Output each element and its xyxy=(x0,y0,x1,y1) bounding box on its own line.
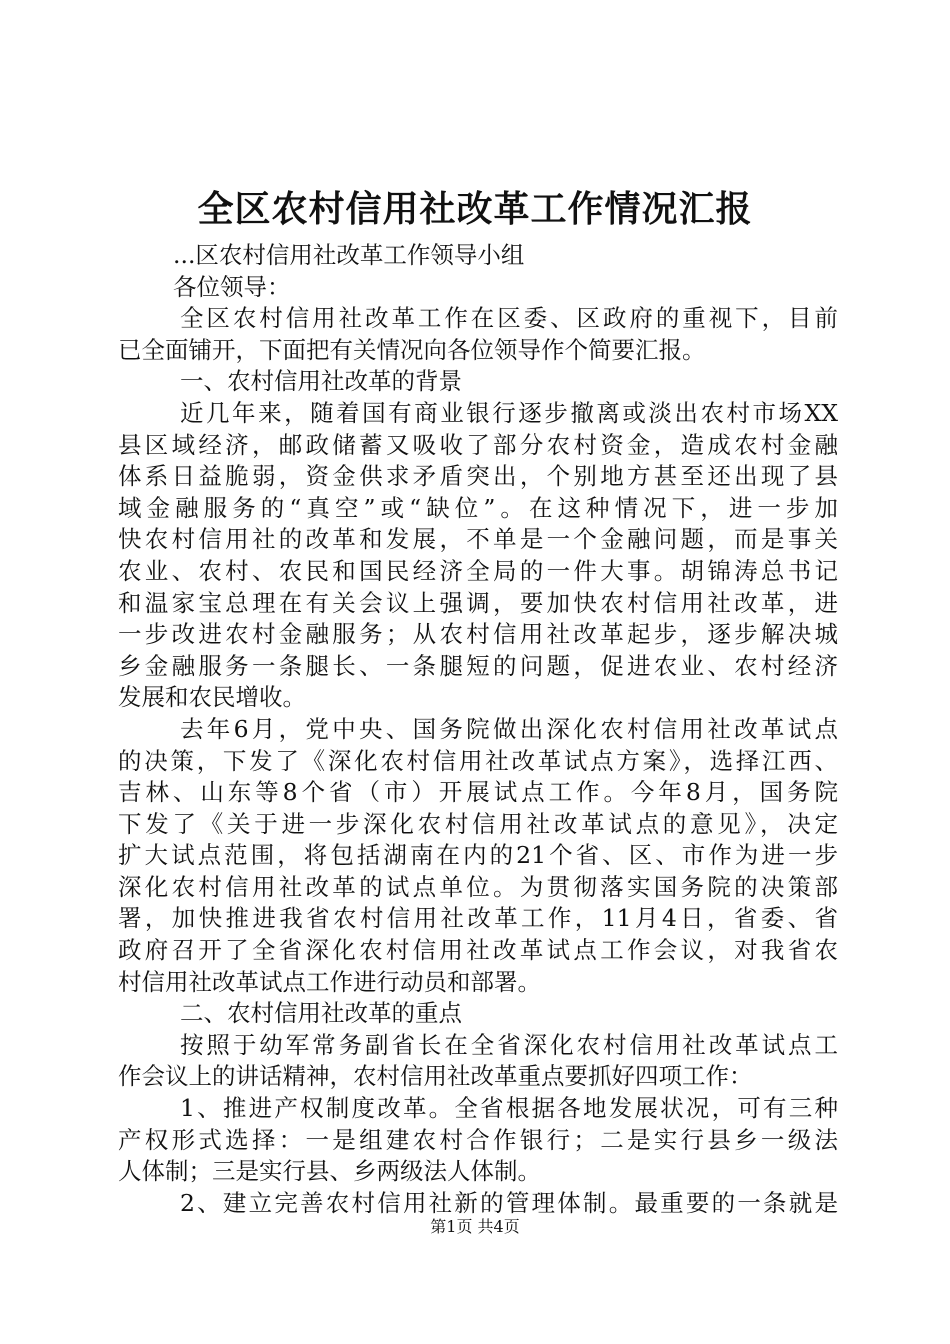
body-line: 1、推进产权制度改革。全省根据各地发展状况，可有三种 xyxy=(180,1094,838,1123)
body-line: 和温家宝总理在有关会议上强调，要加快农村信用社改革，进 xyxy=(118,588,838,617)
body-line: 各位领导： xyxy=(173,272,291,301)
body-line: 二、农村信用社改革的重点 xyxy=(180,999,462,1028)
body-line: 署，加快推进我省农村信用社改革工作，11月4日，省委、省 xyxy=(118,904,838,933)
body-line: 产权形式选择：一是组建农村合作银行；二是实行县乡一级法 xyxy=(118,1125,838,1154)
document-body xyxy=(118,240,838,1219)
body-line: 已全面铺开，下面把有关情况向各位领导作个简要汇报。 xyxy=(118,335,706,364)
body-line: 深化农村信用社改革的试点单位。为贯彻落实国务院的决策部 xyxy=(118,872,838,901)
page-number-footer: 第1页 共4页 xyxy=(430,1217,520,1236)
body-line: 按照于幼军常务副省长在全省深化农村信用社改革试点工 xyxy=(180,1030,838,1059)
body-line: 政府召开了全省深化农村信用社改革试点工作会议，对我省农 xyxy=(118,936,838,965)
body-line: 体系日益脆弱，资金供求矛盾突出，个别地方甚至还出现了县 xyxy=(118,462,838,491)
body-line: 扩大试点范围，将包括湖南在内的21个省、区、市作为进一步 xyxy=(118,841,838,870)
body-line: 去年6月，党中央、国务院做出深化农村信用社改革试点 xyxy=(180,714,838,743)
body-line: 全区农村信用社改革工作在区委、区政府的重视下，目前 xyxy=(180,304,838,333)
body-line: 吉林、山东等8个省（市）开展试点工作。今年8月，国务院 xyxy=(118,778,838,807)
body-line: 近几年来，随着国有商业银行逐步撤离或淡出农村市场XX xyxy=(180,398,838,427)
body-line: 乡金融服务一条腿长、一条腿短的问题，促进农业、农村经济 xyxy=(118,651,838,680)
body-line: 快农村信用社的改革和发展，不单是一个金融问题，而是事关 xyxy=(118,525,838,554)
body-line: 作会议上的讲话精神，农村信用社改革重点要抓好四项工作： xyxy=(118,1062,753,1091)
body-line: 2、建立完善农村信用社新的管理体制。最重要的一条就是 xyxy=(180,1188,838,1217)
body-line: 一、农村信用社改革的背景 xyxy=(180,367,462,396)
body-line: 农业、农村、农民和国民经济全局的一件大事。胡锦涛总书记 xyxy=(118,556,838,585)
body-line: 域金融服务的“真空”或“缺位”。在这种情况下，进一步加 xyxy=(118,493,838,522)
body-line: 村信用社改革试点工作进行动员和部署。 xyxy=(118,967,541,996)
document-title: 全区农村信用社改革工作情况汇报 xyxy=(197,188,753,230)
body-line: 发展和农民增收。 xyxy=(118,683,306,712)
body-line: 的决策，下发了《深化农村信用社改革试点方案》，选择江西、 xyxy=(118,746,838,775)
body-line: 下发了《关于进一步深化农村信用社改革试点的意见》，决定 xyxy=(118,809,838,838)
body-line: 一步改进农村金融服务；从农村信用社改革起步，逐步解决城 xyxy=(118,620,838,649)
body-line: 人体制；三是实行县、乡两级法人体制。 xyxy=(118,1157,541,1186)
body-line: 县区域经济，邮政储蓄又吸收了部分农村资金，造成农村金融 xyxy=(118,430,838,459)
body-line: ...区农村信用社改革工作领导小组 xyxy=(173,241,525,269)
